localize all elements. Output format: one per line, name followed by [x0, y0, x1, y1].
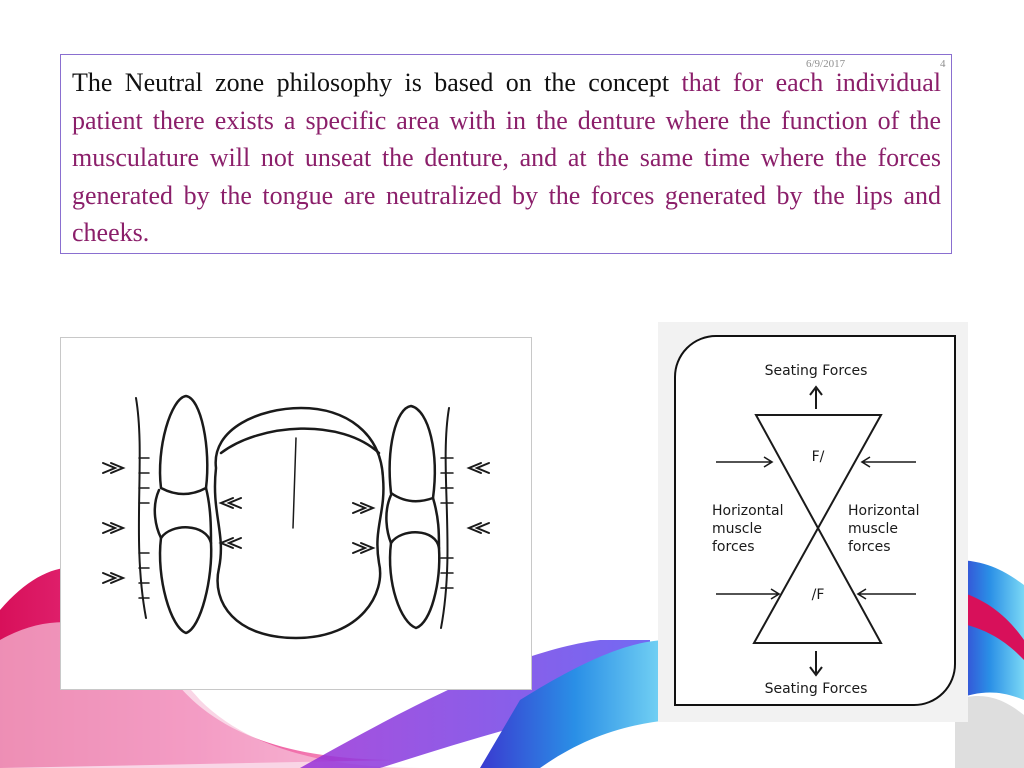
down-arrow [810, 651, 822, 675]
tongue-force-arrows [221, 498, 373, 553]
right-lower-tooth [390, 532, 439, 628]
paragraph-lead: The Neutral zone philosophy is based on the concept [72, 68, 670, 97]
arrow-right-lower [858, 589, 916, 599]
arrow-left-lower [716, 589, 779, 599]
slide-page-number: 4 [940, 58, 946, 70]
top-seating-label: Seating Forces [764, 363, 868, 379]
left-horizontal-label: Horizontal [712, 503, 784, 519]
left-force-arrows [103, 463, 123, 583]
right-horizontal-label: Horizontal [848, 503, 920, 519]
force-diagram [674, 335, 956, 706]
paragraph-body: that for each individual patient there exists a specific area with in the denture where the function of the musculature will not unseat the denture, and at the same time where the forces generated by the tongue are neutralized by the forces generated by the lips and cheeks. [72, 68, 941, 247]
concept-text-box [60, 54, 952, 254]
arrow-left-upper [716, 457, 772, 467]
right-upper-tooth [390, 406, 435, 501]
neutral-zone-sketch [60, 337, 532, 690]
upper-symbol: F/ [811, 449, 825, 465]
right-force-arrows [469, 463, 489, 533]
right-muscle-label: muscle [848, 521, 899, 537]
left-lower-tooth [160, 527, 211, 633]
bottom-seating-label: Seating Forces [764, 681, 868, 697]
slide-date: 6/9/2017 [806, 58, 846, 70]
concept-paragraph [72, 64, 941, 252]
left-upper-tooth [160, 396, 207, 494]
lower-symbol: /F [811, 587, 825, 603]
left-muscle-label: muscle [712, 521, 763, 537]
left-forces-label: forces [712, 539, 755, 555]
right-forces-label: forces [848, 539, 891, 555]
arrow-right-upper [862, 457, 916, 467]
up-arrow [810, 387, 822, 409]
